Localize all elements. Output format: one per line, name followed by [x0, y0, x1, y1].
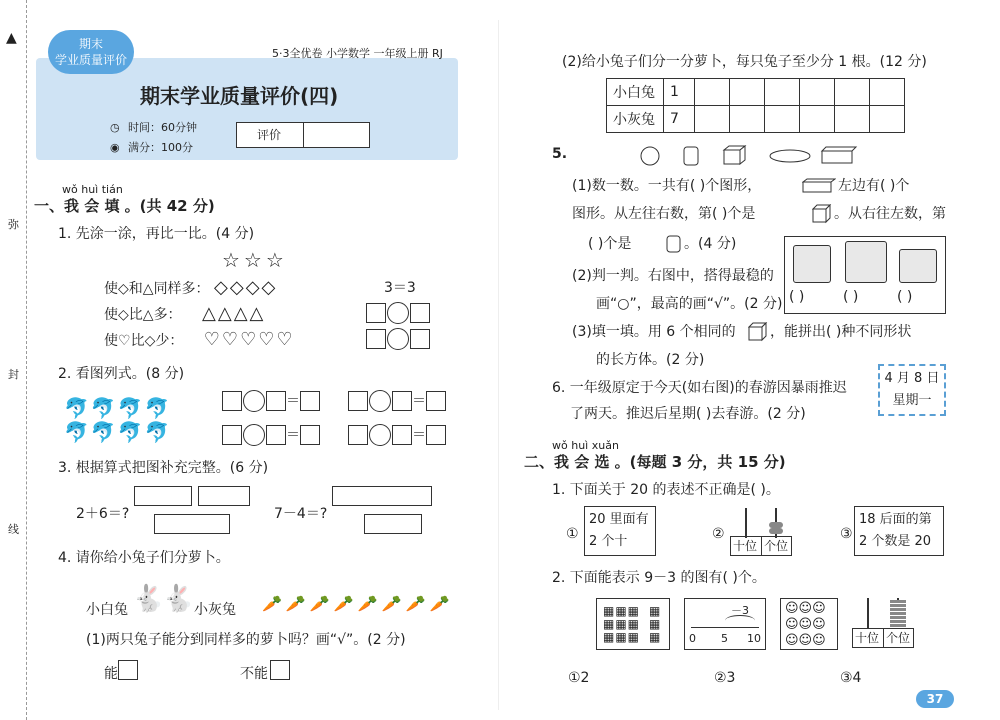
eval-box — [236, 122, 370, 148]
opt1-line-2: 2 个十 — [589, 534, 628, 549]
abacus — [730, 508, 792, 554]
q3-box-a2[interactable] — [198, 486, 250, 506]
triangle-icon: △ — [142, 307, 154, 323]
abacus-divider — [883, 629, 884, 647]
white-rabbit-icon: 🐇 — [132, 584, 165, 614]
opt1-num[interactable]: ① — [566, 526, 579, 542]
table-cell: 1 — [664, 79, 695, 106]
abacus-one-label: 个位 — [764, 539, 789, 553]
answer-1[interactable]: ①2 — [568, 670, 590, 686]
nl-0: 0 — [689, 632, 696, 645]
q1-row2-a: 使 — [104, 307, 118, 323]
abacus-base — [852, 628, 914, 648]
abacus-divider — [761, 537, 762, 555]
cube-icon — [812, 204, 832, 224]
calendar — [878, 364, 946, 416]
eq-3[interactable]: ＝ — [222, 424, 320, 446]
eq-4[interactable]: ＝ — [348, 424, 446, 446]
eq-1[interactable]: ＝ — [222, 390, 320, 412]
carrots-icon: 🥕🥕🥕🥕🥕🥕🥕🥕 — [262, 594, 454, 613]
rocket-icon: ▲ — [6, 30, 17, 46]
nl-10: 10 — [747, 632, 761, 645]
q1-row3 — [104, 330, 294, 351]
calendar-day: 星期一 — [892, 393, 932, 408]
cannot-box[interactable] — [270, 660, 290, 680]
calendar-date: 4 月 8 日 — [884, 371, 940, 386]
nl-axis — [691, 627, 759, 628]
s2-title: 二、我 会 选 。(每题 3 分，共 15 分) — [524, 453, 786, 471]
margin-label-3: 线 — [8, 523, 19, 536]
abacus-base — [730, 536, 792, 556]
q4-2-prompt: (2)给小兔子们分一分萝卜，每只兔子至少分 1 根。(12 分) — [562, 54, 927, 70]
stack-answer-3[interactable]: ( ) — [897, 289, 913, 305]
q3-box-a3[interactable] — [154, 514, 230, 534]
time-info: 时间：60分钟 — [128, 121, 197, 134]
cannot-label: 不能 — [240, 666, 268, 682]
table-cell[interactable] — [730, 79, 765, 106]
q5-1d: 。从右往左数，第 — [834, 206, 946, 222]
q6b: 了两天。推迟后星期( )去春游。(2 分) — [570, 406, 806, 422]
cuboid-icon — [802, 178, 836, 194]
white-rabbit-label: 小白兔 — [86, 602, 128, 618]
solids-row-icon — [640, 144, 870, 168]
q4-1-prompt: (1)两只兔子能分到同样多的萝卜吗？画“√”。(2 分) — [86, 632, 406, 648]
stars: ☆☆☆ — [222, 248, 288, 272]
table-cell[interactable] — [695, 79, 730, 106]
badge — [48, 30, 134, 74]
page-divider — [498, 20, 499, 710]
answer-2[interactable]: ②3 — [714, 670, 736, 686]
q3-box-a1[interactable] — [134, 486, 192, 506]
table-cell[interactable] — [800, 79, 835, 106]
s2-q2: 2. 下面能表示 9－3 的图有( )个。 — [552, 570, 766, 586]
q3-prompt: 3. 根据算式把图补充完整。(6 分) — [58, 460, 269, 476]
s2-q1: 1. 下面关于 20 的表述不正确是( )。 — [552, 482, 780, 498]
q1-row2 — [104, 304, 265, 325]
abacus-ten-label: 十位 — [855, 631, 880, 645]
abacus-beads — [890, 600, 906, 628]
q1-row1 — [104, 278, 277, 299]
page-title: 期末学业质量评价(四) — [140, 84, 339, 108]
stacks-figure — [784, 236, 946, 314]
compare-2[interactable] — [366, 328, 430, 350]
q1-row1-answer: 3＝3 — [384, 280, 416, 296]
opt3-box — [854, 506, 944, 556]
badge-line-1: 期末 — [78, 37, 103, 51]
q3-box-b2[interactable] — [364, 514, 422, 534]
diamond-icon: ◇ — [118, 281, 129, 297]
cylinder-icon — [666, 234, 682, 254]
page-number — [916, 690, 954, 708]
opt1-line-1: 20 里面有 — [589, 512, 649, 527]
margin-label-1: 弥 — [8, 218, 19, 231]
smiley-icon: ☺☺☺ ☺☺☺ ☺☺☺ — [785, 601, 826, 648]
nl-arc — [725, 615, 755, 626]
s1-title: 一、我 会 填 。(共 42 分) — [34, 197, 215, 215]
q4-prompt: 4. 请你给小兔子们分萝卜。 — [58, 550, 230, 566]
table-cell[interactable] — [730, 106, 765, 133]
stack-answer-1[interactable]: ( ) — [789, 289, 805, 305]
fig-a — [596, 598, 670, 650]
table-cell: 小灰兔 — [607, 106, 664, 133]
series-info: 5·3全优卷 小学数学 一年级上册 RJ — [272, 47, 443, 60]
can-box[interactable] — [118, 660, 138, 680]
q5-3c: 的长方体。(2 分) — [596, 352, 705, 368]
check-icon: ◉ — [110, 141, 120, 154]
q1-prompt: 1. 先涂一涂，再比一比。(4 分) — [58, 226, 255, 242]
eq-2[interactable]: ＝ — [348, 390, 446, 412]
eval-label: 评价 — [257, 128, 282, 142]
s2-pinyin: wǒ huì xuǎn — [552, 439, 619, 452]
badge-line-2: 学业质量评价 — [54, 53, 127, 67]
q5-label: 5. — [552, 146, 568, 162]
q1-row3-a: 使 — [104, 333, 118, 349]
abacus-ten-label: 十位 — [733, 539, 758, 553]
q1-row3-b: 比 — [130, 333, 145, 349]
nl-5: 5 — [721, 632, 728, 645]
q1-row1-c: 同样多： — [153, 281, 210, 297]
triangle-icon: △ — [142, 281, 154, 297]
opt3-line-2: 2 个数是 20 — [859, 534, 932, 549]
q1-row2-b: 比 — [128, 307, 143, 323]
opt3-num[interactable]: ③ — [840, 526, 853, 542]
fig-b-numberline — [684, 598, 766, 650]
table-cell[interactable] — [800, 106, 835, 133]
q3-eq-b: 7－4＝? — [274, 506, 328, 522]
q6a: 6. 一年级原定于今天(如右图)的春游因暴雨推迟 — [552, 380, 847, 396]
eval-divider — [303, 123, 304, 147]
table-cell: 7 — [664, 106, 695, 133]
abacus-bead — [769, 528, 783, 534]
score-info: 满分：100分 — [128, 141, 193, 154]
abacus-one-label: 个位 — [886, 631, 911, 645]
q5-1e: ( )个是 — [588, 236, 632, 252]
table-cell[interactable] — [835, 106, 870, 133]
table-row — [607, 79, 905, 106]
table-cell[interactable] — [870, 79, 905, 106]
gray-rabbit-icon: 🐇 — [162, 584, 195, 614]
q3-eq-a: 2＋6＝? — [76, 506, 130, 522]
q1-row1-a: 使 — [104, 281, 118, 297]
q5-1f: 。(4 分) — [684, 236, 737, 252]
q2-prompt: 2. 看图列式。(8 分) — [58, 366, 185, 382]
stack-3-icon — [899, 249, 937, 283]
opt1-box — [584, 506, 656, 556]
table-cell[interactable] — [765, 106, 800, 133]
compare-1[interactable] — [366, 302, 430, 324]
q5-1a: (1)数一数。一共有( )个图形， — [572, 178, 762, 194]
q1-row1-b: 和 — [128, 281, 143, 297]
q5-1b: 左边有( )个 — [838, 178, 910, 194]
heart-icon: ♡ — [118, 333, 131, 349]
cube-icon — [748, 322, 768, 342]
s1-pinyin: wǒ huì tián — [62, 183, 123, 196]
margin-label-2: 封 — [8, 368, 19, 381]
grid-icon-right: ▦ ▦ ▦ — [649, 604, 661, 644]
q1-row3-c: 少： — [155, 333, 184, 349]
dolphins-icon: 🐬🐬🐬🐬 🐬🐬🐬🐬 — [64, 396, 172, 444]
carrot-table — [606, 78, 905, 133]
q5-2b: 画“○”，最高的画“√”。(2 分) — [596, 296, 783, 312]
table-cell[interactable] — [695, 106, 730, 133]
grid-icon: ▦▦▦ ▦▦▦ ▦▦▦ — [603, 604, 641, 644]
binding-margin — [0, 0, 27, 720]
q5-3a: (3)填一填。用 6 个相同的 — [572, 324, 736, 340]
fig-c-faces — [780, 598, 838, 650]
abacus-rod-1 — [867, 598, 869, 628]
clock-icon: ◷ — [110, 121, 120, 134]
q5-2a: (2)判一判。右图中，搭得最稳的 — [572, 268, 774, 284]
diamond-icon: ◇ — [144, 333, 156, 349]
diamond-icon: ◇ — [118, 307, 129, 323]
q5-3b: ，能拼出( )种不同形状 — [770, 324, 912, 340]
gray-rabbit-label: 小灰兔 — [194, 602, 236, 618]
table-cell[interactable] — [870, 106, 905, 133]
abacus-rod-1 — [745, 508, 747, 538]
q1-row2-c: 多： — [153, 307, 182, 323]
answer-3[interactable]: ③4 — [840, 670, 862, 686]
fig-d-abacus — [852, 598, 914, 650]
hearts: ♡♡♡♡♡ — [203, 329, 295, 350]
page-number-text: 37 — [926, 692, 944, 706]
nl-minus: －3 — [731, 604, 749, 617]
table-row — [607, 106, 905, 133]
table-cell[interactable] — [765, 79, 800, 106]
triangles: △△△△ — [202, 303, 266, 324]
stack-1-icon — [793, 245, 831, 283]
opt2-num[interactable]: ② — [712, 526, 725, 542]
can-label: 能 — [104, 666, 118, 682]
diamonds: ◇◇◇◇ — [214, 277, 278, 298]
q3-box-b1[interactable] — [332, 486, 432, 506]
q5-1c: 图形。从左往右数，第( )个是 — [572, 206, 756, 222]
stack-answer-2[interactable]: ( ) — [843, 289, 859, 305]
opt3-line-1: 18 后面的第 — [859, 512, 932, 527]
stack-2-icon — [845, 241, 887, 283]
table-cell: 小白兔 — [607, 79, 664, 106]
table-cell[interactable] — [835, 79, 870, 106]
